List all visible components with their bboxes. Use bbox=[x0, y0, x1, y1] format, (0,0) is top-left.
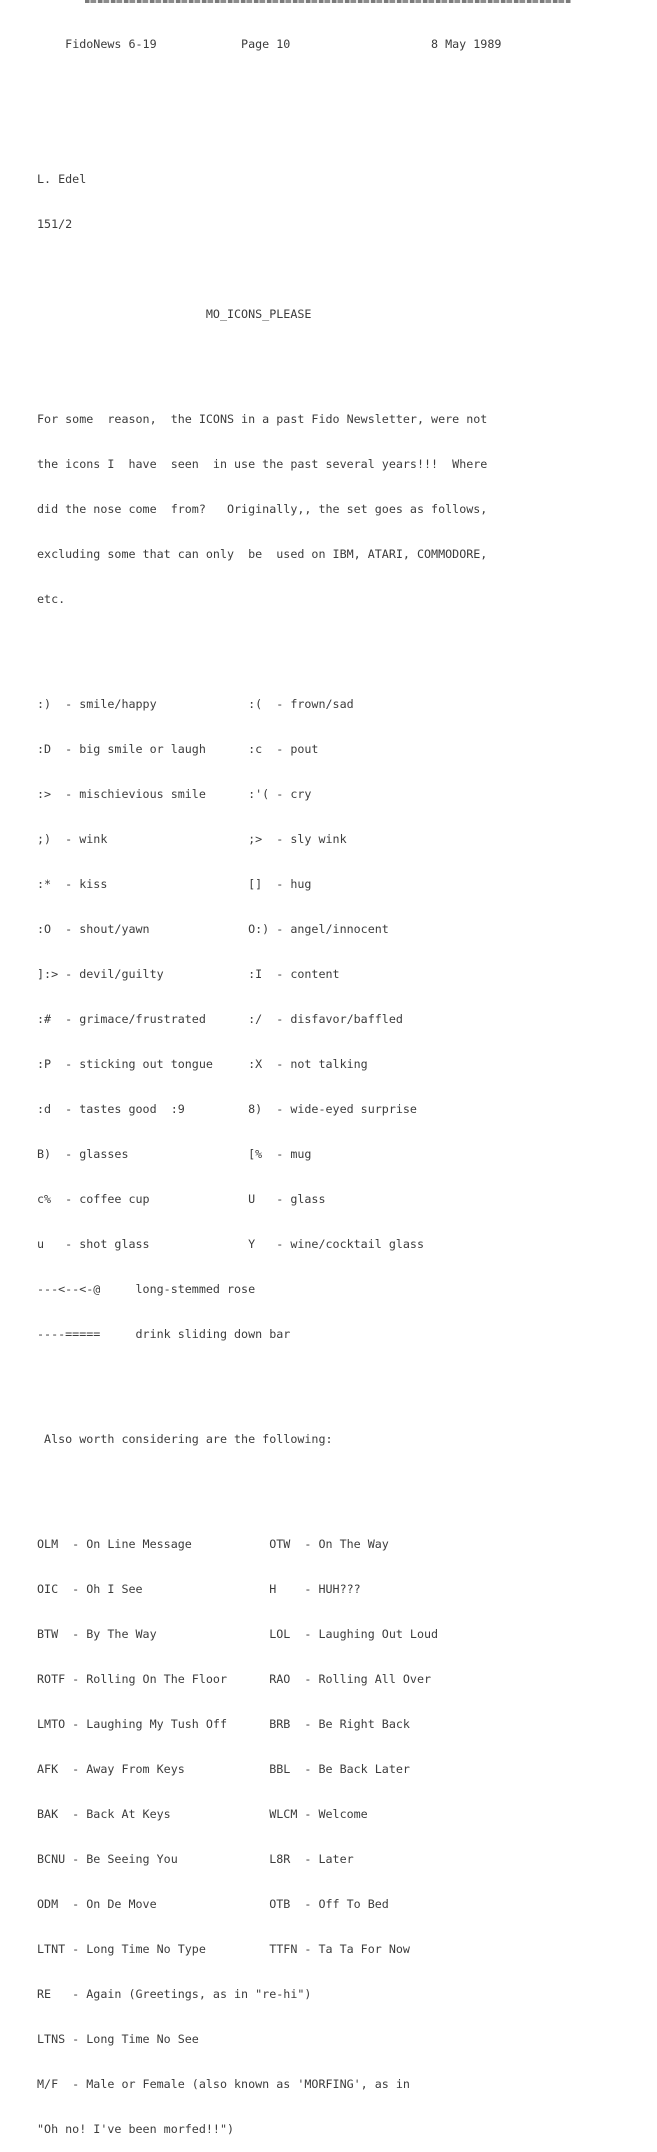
emoticon-table-row: u - shot glass Y - wine/cocktail glass bbox=[37, 1237, 425, 1251]
article-title-text: MO_ICONS_PLEASE bbox=[205, 307, 312, 321]
abbreviation-table-row: OLM - On Line Message OTW - On The Way bbox=[37, 1537, 389, 1551]
abbreviation-table-row: LTNS - Long Time No See bbox=[37, 2032, 199, 2046]
blank-line bbox=[37, 1477, 487, 1492]
author-name: L. Edel bbox=[37, 172, 87, 186]
emoticon-table-row: ;) - wink ;> - sly wink bbox=[37, 832, 347, 846]
article-title bbox=[37, 307, 487, 322]
emoticon-table-row: :d - tastes good :9 8) - wide-eyed surprise bbox=[37, 1102, 417, 1116]
author-node-number: 151/2 bbox=[37, 217, 73, 231]
page-number: Page 10 bbox=[241, 37, 291, 51]
abbreviation-table-row: BTW - By The Way LOL - Laughing Out Loud bbox=[37, 1627, 439, 1641]
emoticon-table-row: ----===== drink sliding down bar bbox=[37, 1327, 291, 1341]
emoticon-table-row: :) - smile/happy :( - frown/sad bbox=[37, 697, 354, 711]
abbreviation-table-row: ODM - On De Move OTB - Off To Bed bbox=[37, 1897, 389, 1911]
intro-paragraph-line: the icons I have seen in use the past several years!!! Where bbox=[37, 457, 488, 471]
intro-paragraph-line: For some reason, the ICONS in a past Fido Newsletter, were not bbox=[37, 412, 488, 426]
clipped-text-strip bbox=[85, 0, 571, 3]
abbreviation-table-row: OIC - Oh I See H - HUH??? bbox=[37, 1582, 361, 1596]
abbreviation-table-row: RE - Again (Greetings, as in "re-hi") bbox=[37, 1987, 312, 2001]
newsletter-issue: FidoNews 6-19 bbox=[65, 37, 157, 51]
blank-line bbox=[37, 82, 487, 97]
intro-paragraph-line: did the nose come from? Originally,, the set goes as follows, bbox=[37, 502, 488, 516]
emoticon-table-row: :P - sticking out tongue :X - not talking bbox=[37, 1057, 368, 1071]
abbreviation-table-row: LMTO - Laughing My Tush Off BRB - Be Right Back bbox=[37, 1717, 410, 1731]
abbreviation-table-row: BAK - Back At Keys WLCM - Welcome bbox=[37, 1807, 368, 1821]
emoticon-table-row: ]:> - devil/guilty :I - content bbox=[37, 967, 340, 981]
blank-line bbox=[37, 352, 487, 367]
emoticon-table-row: :O - shout/yawn O:) - angel/innocent bbox=[37, 922, 389, 936]
abbreviation-table-row: ROTF - Rolling On The Floor RAO - Rolling All Over bbox=[37, 1672, 432, 1686]
intro-paragraph-line: etc. bbox=[37, 592, 66, 606]
emoticon-table-row: :# - grimace/frustrated :/ - disfavor/baffled bbox=[37, 1012, 403, 1026]
emoticon-table-row: ---<--<-@ long-stemmed rose bbox=[37, 1282, 256, 1296]
emoticon-table-row: B) - glasses [% - mug bbox=[37, 1147, 312, 1161]
intro-paragraph-line: excluding some that can only be used on IBM, ATARI, COMMODORE, bbox=[37, 547, 488, 561]
emoticon-table-row: :* - kiss [] - hug bbox=[37, 877, 312, 891]
abbreviation-table-row: "Oh no! I've been morfed!!") bbox=[37, 2122, 235, 2136]
emoticon-table-row: :D - big smile or laugh :c - pout bbox=[37, 742, 319, 756]
abbreviation-table-row: AFK - Away From Keys BBL - Be Back Later bbox=[37, 1762, 410, 1776]
abbreviation-table-row: BCNU - Be Seeing You L8R - Later bbox=[37, 1852, 354, 1866]
page-header-line bbox=[37, 37, 502, 52]
blank-line bbox=[37, 262, 487, 277]
issue-date: 8 May 1989 bbox=[431, 37, 502, 51]
document-text bbox=[37, 7, 502, 2152]
blank-line bbox=[37, 1372, 487, 1387]
emoticon-table-row: c% - coffee cup U - glass bbox=[37, 1192, 326, 1206]
also-note-line: Also worth considering are the following: bbox=[37, 1432, 333, 1446]
abbreviation-table-row: M/F - Male or Female (also known as 'MORFING', as in bbox=[37, 2077, 410, 2091]
abbreviation-table-row: LTNT - Long Time No Type TTFN - Ta Ta For Now bbox=[37, 1942, 410, 1956]
emoticon-table-row: :> - mischievious smile :'( - cry bbox=[37, 787, 312, 801]
blank-line bbox=[37, 637, 487, 652]
blank-line bbox=[37, 127, 487, 142]
